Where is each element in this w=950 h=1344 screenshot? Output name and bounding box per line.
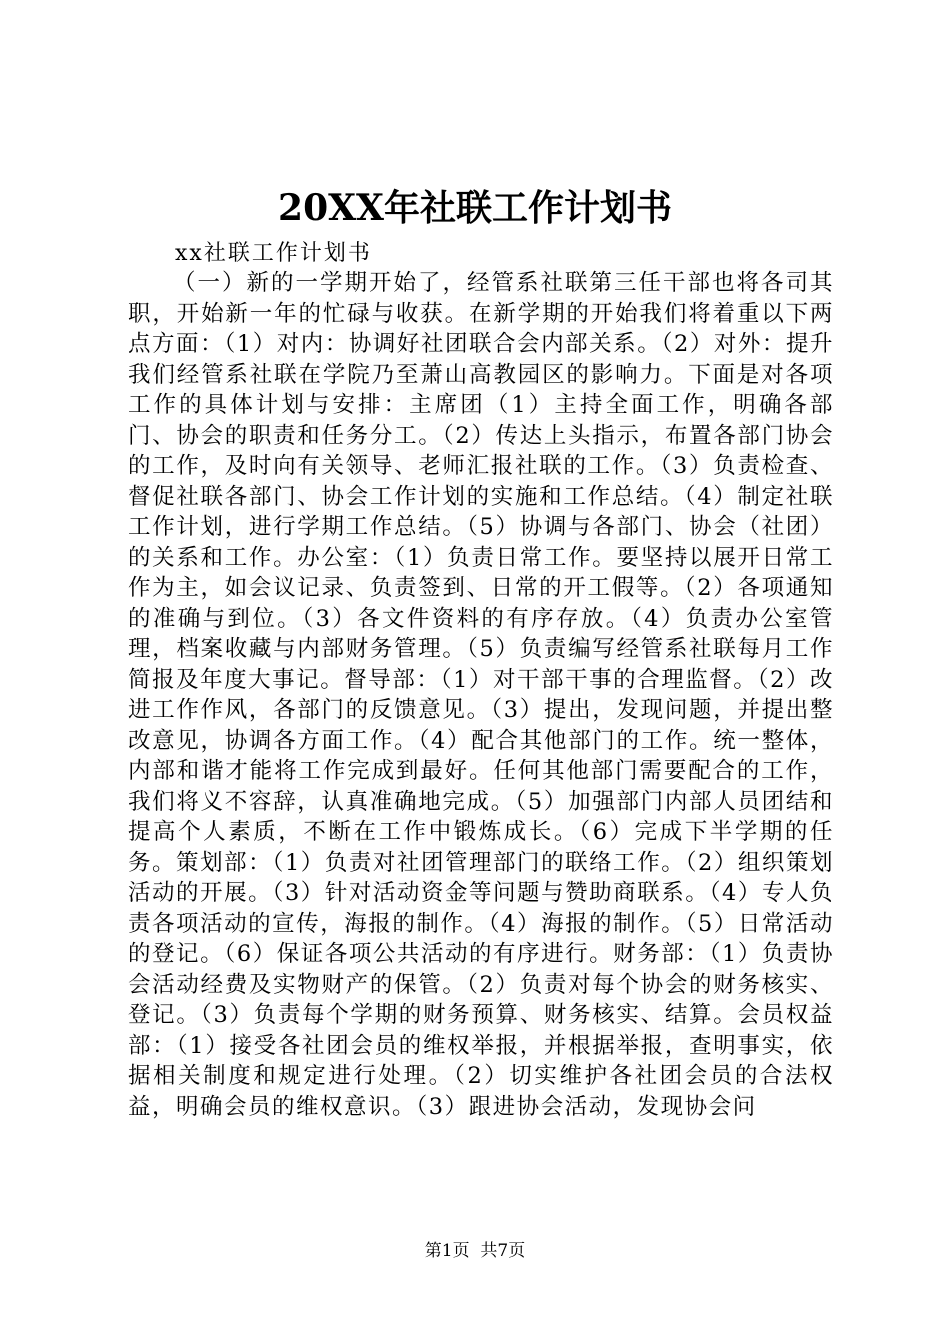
page-number-footer: 第1页 共7页 [424,1241,526,1261]
document-body-paragraph: （一）新的一学期开始了，经管系社联第三任干部也将各司其职，开始新一年的忙碌与收获。在新学期的开始我们将着重以下两点方面：（1）对内：协调好社团联合会内部关系。（2）对外：提升我们经管系社联在学院乃至萧山高教园区的影响力。下面是对各项工作的具体计划与安排：主席团（1）主持全面工作，明确各部门、协会的职责和任务分工。（2）传达上头指示，布置各部门协会的工作，及时向有关领导、老师汇报社联的工作。（3）负责检查、督促社联各部门、协会工作计划的实施和工作总结。（4）制定社联工作计划，进行学期工作总结。（5）协调与各部门、协会（社团）的关系和工作。办公室：（1）负责日常工作。要坚持以展开日常工作为主，如会议记录、负责签到、日常的开工假等。（2）各项通知的准确与到位。（3）各文件资料的有序存放。（4）负责办公室管理，档案收藏与内部财务管理。（5）负责编写经管系社联每月工作简报及年度大事记。督导部：（1）对干部干事的合理监督。（2）改进工作作风，各部门的反馈意见。（3）提出，发现问题，并提出整改意见，协调各方面工作。（4）配合其他部门的工作。统一整体，内部和谐才能将工作完成到最好。任何其他部门需要配合的工作，我们将义不容辞，认真准确地完成。（5）加强部门内部人员团结和提高个人素质，不断在工作中锻炼成长。（6）完成下半学期的任务。策划部：（1）负责对社团管理部门的联络工作。（2）组织策划活动的开展。（3）针对活动资金等问题与赞助商联系。（4）专人负责各项活动的宣传，海报的制作。（4）海报的制作。（5）日常活动的登记。（6）保证各项公共活动的有序进行。财务部：（1）负责协会活动经费及实物财产的保管。（2）负责对每个协会的财务核实、登记。（3）负责每个学期的财务预算、财务核实、结算。会员权益部：（1）接受各社团会员的维权举报，并根据举报，查明事实，依据相关制度和规定进行处理。（2）切实维护各社团会员的合法权益，明确会员的维权意识。（3）跟进协会活动，发现协会问 [128,270,834,1120]
document-subtitle: xx社联工作计划书 [175,241,372,266]
document-title: 20XX年社联工作计划书 [278,187,672,229]
